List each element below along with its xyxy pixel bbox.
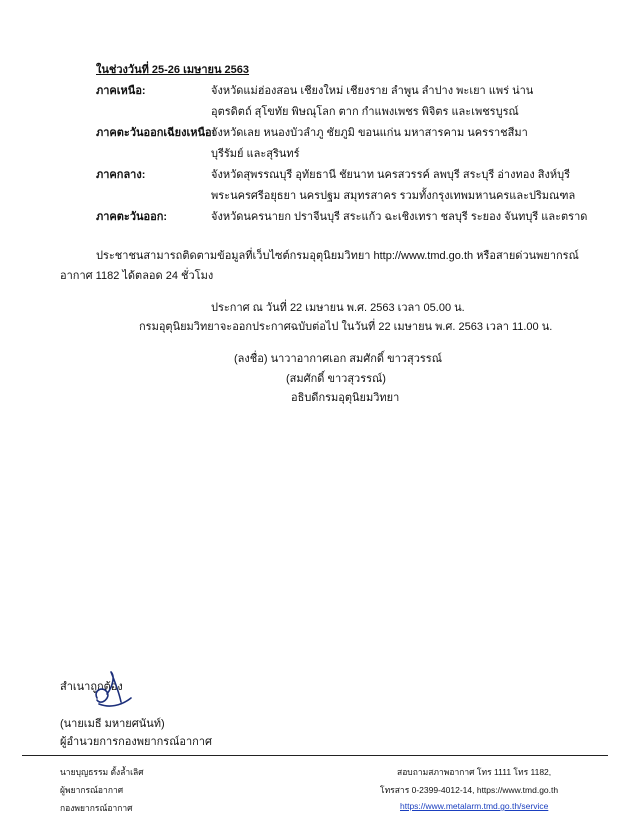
info-text-line-2: อากาศ 1182 ได้ตลอด 24 ชั่วโมง [60, 270, 214, 282]
certified-name: (นายเมธี มหายศนันท์) [60, 718, 165, 730]
region-central-label: ภาคกลาง: [96, 169, 146, 181]
footer-forecaster-name: นายบุญธรรม ตั้งล้ำเลิศ [60, 767, 144, 777]
signature-name: (สมศักดิ์ ขาวสุวรรณ์) [286, 373, 386, 385]
certified-label: สำเนาถูกต้อง [60, 681, 123, 693]
metalarm-link[interactable]: https://www.metalarm.tmd.go.th/service [400, 801, 549, 811]
region-northeast-line-1: จังหวัดเลย หนองบัวลำภู ชัยภูมิ ขอนแก่น มหาสารคาม นครราชสีมา [211, 127, 528, 139]
region-central-line-1: จังหวัดสุพรรณบุรี อุทัยธานี ชัยนาท นครสวรรค์ ลพบุรี สระบุรี อ่างทอง สิงห์บุรี [211, 169, 570, 181]
handwritten-signature [85, 668, 135, 712]
footer-contact-fax: โทรสาร 0-2399-4012-14, https://www.tmd.go.th [380, 785, 559, 795]
region-northeast-label: ภาคตะวันออกเฉียงเหนือ: [96, 127, 216, 139]
region-east-line-1: จังหวัดนครนายก ปราจีนบุรี สระแก้ว ฉะเชิงเทรา ชลบุรี ระยอง จันทบุรี และตราด [211, 211, 588, 223]
footer-forecaster-role: ผู้พยากรณ์อากาศ [60, 785, 124, 795]
announcement-next: กรมอุตุนิยมวิทยาจะออกประกาศฉบับต่อไป ในวันที่ 22 เมษายน พ.ศ. 2563 เวลา 11.00 น. [139, 321, 553, 333]
signature-title: อธิบดีกรมอุตุนิยมวิทยา [291, 392, 400, 404]
info-text-line-1: ประชาชนสามารถติดตามข้อมูลที่เว็บไซต์กรมอุตุนิยมวิทยา http://www.tmd.go.th หรือสายด่วนพยากรณ์ [96, 250, 579, 262]
region-northeast-line-2: บุรีรัมย์ และสุรินทร์ [211, 148, 300, 160]
region-north-line-1: จังหวัดแม่ฮ่องสอน เชียงใหม่ เชียงราย ลำพูน ลำปาง พะเยา แพร่ น่าน [211, 85, 534, 97]
certified-title: ผู้อำนวยการกองพยากรณ์อากาศ [60, 736, 213, 748]
announcement-date: ประกาศ ณ วันที่ 22 เมษายน พ.ศ. 2563 เวลา 05.00 น. [211, 302, 465, 314]
footer-contact-phone: สอบถามสภาพอากาศ โทร 1111 โทร 1182, [397, 767, 552, 777]
region-north-line-2: อุตรดิตถ์ สุโขทัย พิษณุโลก ตาก กำแพงเพชร พิจิตร และเพชรบูรณ์ [211, 106, 519, 118]
region-east-label: ภาคตะวันออก: [96, 211, 168, 223]
period-heading: ในช่วงวันที่ 25-26 เมษายน 2563 [96, 64, 250, 76]
footer-division: กองพยากรณ์อากาศ [60, 803, 133, 813]
footer-divider [22, 755, 608, 756]
signature-signed-line: (ลงชื่อ) นาวาอากาศเอก สมศักดิ์ ขาวสุวรรณ์ [234, 353, 442, 365]
region-central-line-2: พระนครศรีอยุธยา นครปฐม สมุทรสาคร รวมทั้งกรุงเทพมหานครและปริมณฑล [211, 190, 576, 202]
region-north-label: ภาคเหนือ: [96, 85, 146, 97]
